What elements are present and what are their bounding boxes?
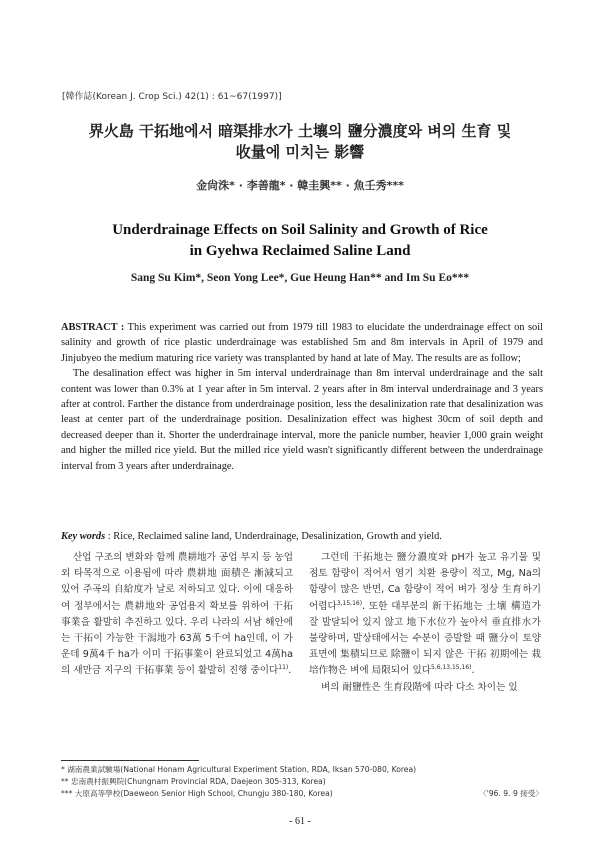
footnote-affiliation-3: *** 大原高等學校(Daeweon Senior High School, Chungju 380-180, Korea) <box>61 788 333 798</box>
abstract-paragraph-1 <box>61 320 543 366</box>
body-paragraph-2 <box>309 550 541 680</box>
abstract-text-1: This experiment was carried out from 1979 till 1983 to elucidate the underdrainage effect on soil salinity and growth of rice plastic underdrainage was established 5m and 8m intervals in April of 1979 and Jinjubyeo the medium maturing rice variety was transplanted by hand at late of May. The results are as follow; <box>61 322 543 364</box>
journal-citation: [韓作誌(Korean J. Crop Sci.) 42(1) : 61~67(1997)] <box>62 92 282 102</box>
english-authors: Sang Su Kim*, Seon Yong Lee*, Gue Heung Han** and Im Su Eo*** <box>130 272 470 284</box>
english-title-line-2: in Gyehwa Reclaimed Saline Land <box>189 243 411 259</box>
footnote-divider <box>61 760 199 761</box>
korean-authors: 金尙洙* · 李善龍* · 韓圭興** · 魚壬秀*** <box>196 179 404 192</box>
footnote-affiliation-2: ** 忠南農村振興院(Chungnam Provincial RDA, Daejeon 305-313, Korea) <box>61 776 326 786</box>
english-title <box>60 220 540 262</box>
body-paragraph-intro <box>61 550 293 680</box>
sentence-end: . <box>471 665 475 677</box>
footnote-affiliation-1: * 湖南農業試驗場(National Honam Agricultural Experiment Station, RDA, Iksan 570-080, Korea) <box>61 765 417 774</box>
received-date: 〈'96. 9. 9 接受〉 <box>479 788 543 798</box>
body-paragraph-3: 벼의 耐鹽性은 生育段階에 따라 다소 차이는 있 <box>321 681 518 693</box>
body-text: . 또한 대부분의 新干拓地는 土壤 構造가 잘 발달되어 있지 않고 地下水位가 높아서 垂直排水가 불량하며, 발상태에서는 수분이 증발할 때 鹽分이 토양 표면에 集積되므로 除鹽이 되지 않은 干拓 初期에는 栽培作物은 벼에 局限되어 있다 <box>309 600 541 677</box>
sentence-end: . <box>288 665 292 677</box>
korean-title-line-1: 界火島 干拓地에서 暗渠排水가 土壤의 鹽分濃度와 벼의 生育 및 <box>88 122 512 140</box>
page-number: - 61 - <box>289 816 311 827</box>
keywords-text: : Rice, Reclaimed saline land, Underdrainage, Desalinization, Growth and yield. <box>107 531 442 542</box>
body-text: 그런데 干拓地는 鹽分濃度와 pH가 높고 유기물 및 점토 함량이 적어서 염기 치환 용량이 적고, Mg, Na의 함량이 많은 반면, Ca 함량이 적어 벼가 정상 生育하기 어렵다 <box>309 552 541 612</box>
abstract-label: ABSTRACT : <box>61 322 125 333</box>
body-text: 산업 구조의 변화와 함께 農耕地가 공업 부지 등 농업외 타목적으로 이용됨에 따라 農耕地 面積은 漸減되고 있어 주곡의 自給度가 날로 저하되고 있다. 이에 대응하여 정부에서는 農耕地와 공업용지 확보를 위하여 干拓事業을 활발히 추진하고 있다. 우리 나라의 서남 해안에는 干拓이 가능한 干潟地가 63萬 5千여 ha인데, 이 가운데 9萬4千 ha가 이미 干拓事業이 완료되었고 4萬ha의 새만금 지구의 干拓事業 등이 활발히 진행 중이다 <box>61 552 293 677</box>
abstract-paragraph-2: The desalination effect was higher in 5m interval underdrainage than 8m interval underdrainage and the salt content was lower than 0.3% at 1 year after in 5m interval. 2 years after in 8m interval underdrainage and 3 years after at control. Farther the distance from underdrainage position, less the desalinization rate that desalinization was least at center part of the underdrainage position. Desalinization effect was highest 30cm of soil depth and decreased deeper than it. Shorter the underdrainage interval, more the panicle number, heavier 1,000 grain weight and higher the milled rice yield. But the milled rice yield wasn't significantly different between the underdrainage interval from 3 years after underdrainage. <box>61 368 543 472</box>
korean-title-line-2: 收量에 미치는 影響 <box>235 143 365 161</box>
citation-ref: 5,6,13,15,16) <box>431 664 472 672</box>
english-title-line-1: Underdrainage Effects on Soil Salinity and Growth of Rice <box>112 222 488 238</box>
keywords <box>61 531 543 542</box>
body-column-left <box>61 550 293 680</box>
body-column-right <box>309 550 541 696</box>
korean-title <box>60 121 540 163</box>
citation-ref: 3,15,16) <box>336 599 363 607</box>
keywords-label: Key words <box>61 531 106 542</box>
abstract <box>61 320 543 474</box>
citation-ref: 11) <box>278 664 289 672</box>
footnotes <box>61 764 543 799</box>
